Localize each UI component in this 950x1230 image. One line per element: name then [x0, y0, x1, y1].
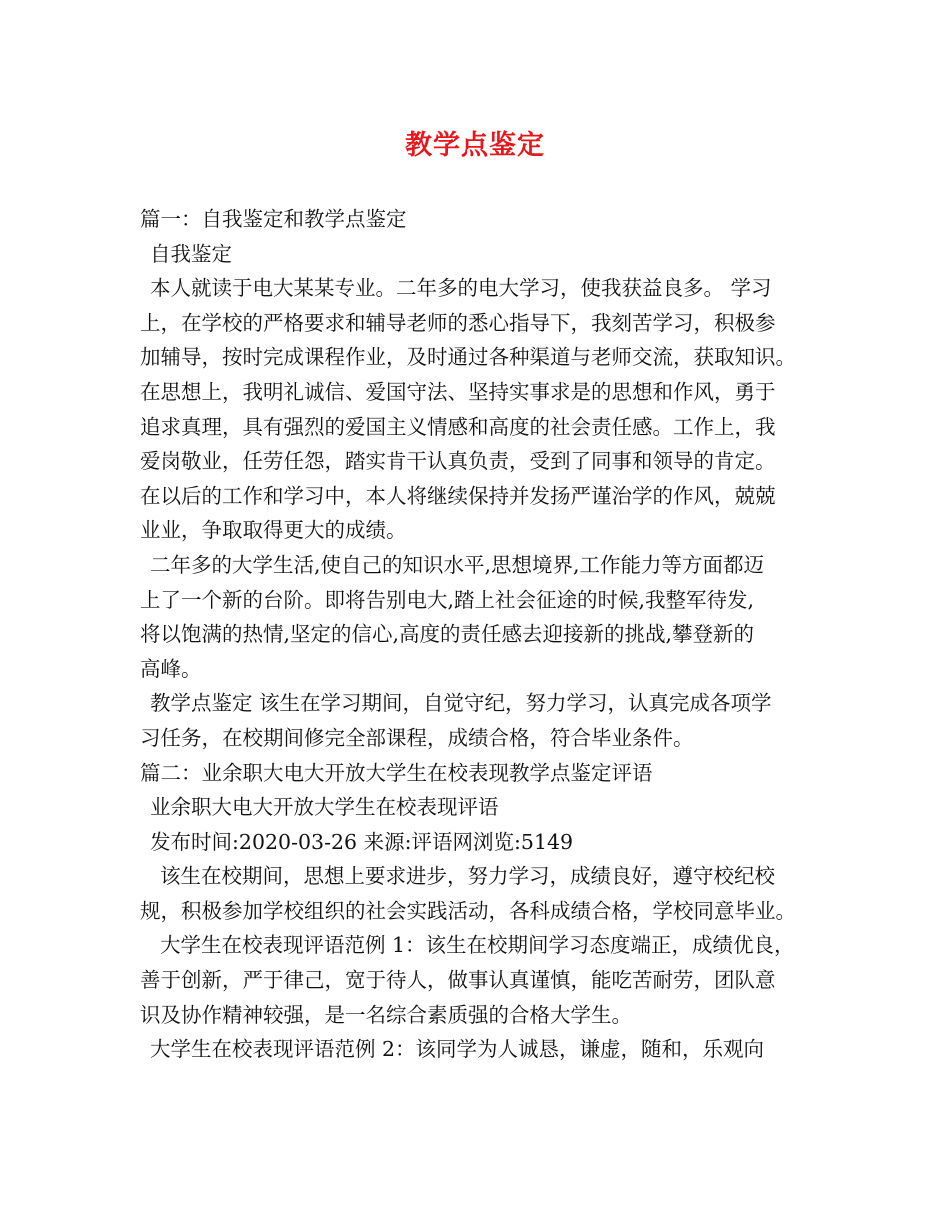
- text-line: 自我鉴定: [150, 241, 232, 266]
- text-line: 追求真理，具有强烈的爱国主义情感和高度的社会责任感。工作上，我: [140, 414, 776, 439]
- text-line: 发布时间:2020-03-26 来源:评语网浏览:5149: [150, 829, 574, 854]
- text-line: 篇一：自我鉴定和教学点鉴定: [140, 207, 407, 231]
- text-line: 爱岗敬业，任劳任怨，踏实肯干认真负责，受到了同事和领导的肯定。: [140, 449, 776, 474]
- text-line: 高峰。: [140, 656, 202, 681]
- text-line: 规，积极参加学校组织的社会实践活动，各科成绩合格，学校同意毕业。: [140, 898, 796, 923]
- text-line: 教学点鉴定 该生在学习期间，自觉守纪，努力学习，认真完成各项学: [150, 691, 772, 716]
- text-line: 上，在学校的严格要求和辅导老师的悉心指导下，我刻苦学习，积极参: [140, 310, 776, 335]
- text-line: 篇二：业余职大电大开放大学生在校表现教学点鉴定评语: [140, 760, 653, 785]
- text-line: 在以后的工作和学习中，本人将继续保持并发扬严谨治学的作风，兢兢: [140, 483, 776, 508]
- text-line: 加辅导，按时完成课程作业，及时通过各种渠道与老师交流，获取知识。: [140, 345, 796, 370]
- text-line: 大学生在校表现评语范例 1：该生在校期间学习态度端正，成绩优良，: [160, 933, 795, 958]
- text-line: 在思想上，我明礼诚信、爱国守法、坚持实事求是的思想和作风，勇于: [140, 379, 776, 404]
- text-line: 二年多的大学生活,使自己的知识水平,思想境界,工作能力等方面都迈: [150, 552, 765, 577]
- text-line: 本人就读于电大某某专业。二年多的电大学习，使我获益良多。 学习: [150, 276, 772, 301]
- text-line: 识及协作精神较强，是一名综合素质强的合格大学生。: [140, 1002, 632, 1027]
- document-title: 教学点鉴定: [405, 130, 545, 161]
- text-line: 该生在校期间，思想上要求进步，努力学习，成绩良好，遵守校纪校: [160, 864, 775, 889]
- text-line: 上了一个新的台阶。即将告别电大,踏上社会征途的时候,我整军待发,: [140, 587, 755, 612]
- document-body: [140, 202, 812, 1067]
- text-line: 习任务，在校期间修完全部课程，成绩合格，符合毕业条件。: [140, 725, 694, 750]
- text-line: 善于创新，严于律己，宽于待人，做事认真谨慎，能吃苦耐劳，团队意: [140, 968, 776, 993]
- text-line: 将以饱满的热情,坚定的信心,高度的责任感去迎接新的挑战,攀登新的: [140, 622, 755, 647]
- text-line: 业业，争取取得更大的成绩。: [140, 518, 407, 543]
- text-line: 大学生在校表现评语范例 2：该同学为人诚恳，谦虚，随和，乐观向: [150, 1037, 765, 1062]
- text-line: 业余职大电大开放大学生在校表现评语: [150, 795, 499, 820]
